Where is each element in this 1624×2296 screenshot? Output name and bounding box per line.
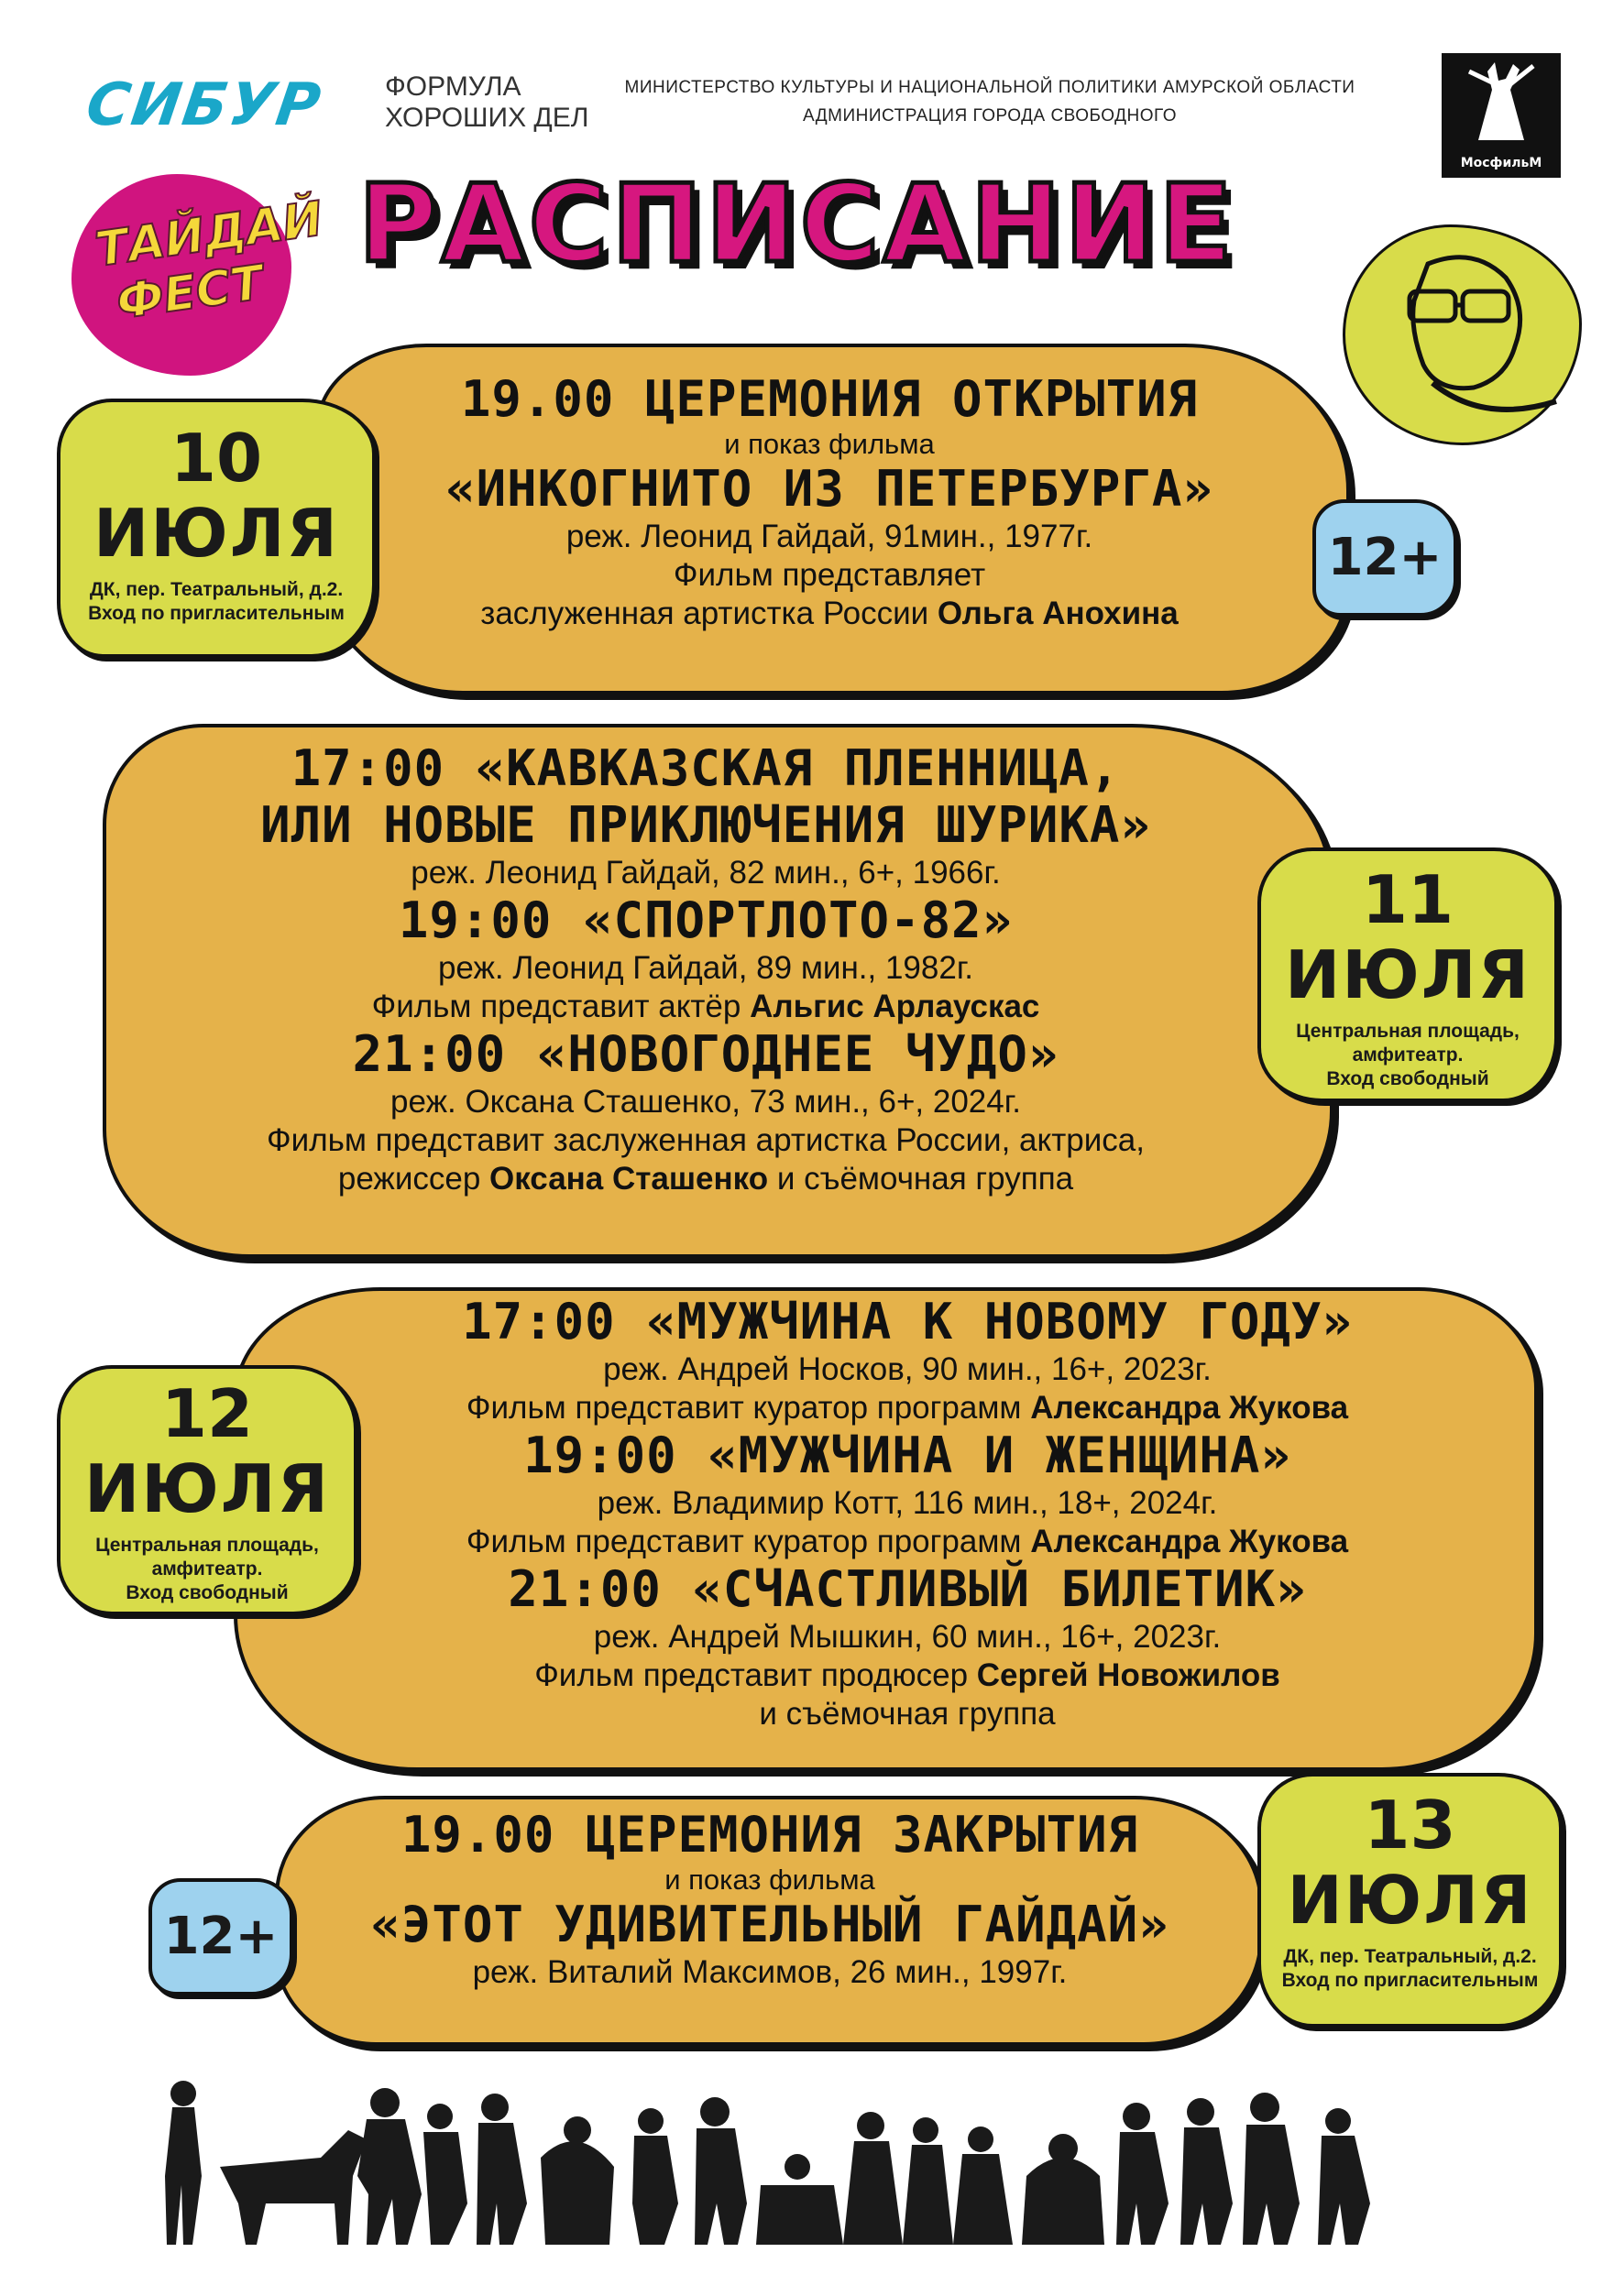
- day2-film3-crew: и съёмочная группа: [768, 1161, 1074, 1197]
- day2-film2-presenter: [147, 988, 1265, 1026]
- day3-location-line2: амфитеатр.: [151, 1558, 263, 1580]
- day1-date-day: 10: [170, 420, 263, 497]
- day2-date-month: ИЮЛЯ: [1284, 936, 1531, 1013]
- day4-content: [312, 1807, 1228, 1992]
- day3-film3-title: 21:00 «СЧАСТЛИВЫЙ БИЛЕТИК»: [508, 1560, 1307, 1618]
- mosfilm-statue-icon: [1442, 53, 1561, 145]
- portrait-icon: [1345, 227, 1579, 443]
- day3-film1-presenter-name: Александра Жукова: [1030, 1390, 1349, 1426]
- day2-location: [1261, 1020, 1554, 1091]
- ministry-line: МИНИСТЕРСТВО КУЛЬТУРЫ И НАЦИОНАЛЬНОЙ ПОЛИТИКИ АМУРСКОЙ ОБЛАСТИ: [624, 78, 1355, 97]
- day1-date-month: ИЮЛЯ: [93, 495, 339, 572]
- day4-location-line1: ДК, пер. Театральный, д.2.: [1283, 1946, 1537, 1967]
- day1-content: [367, 371, 1292, 633]
- day3-date-day: 12: [160, 1375, 254, 1452]
- day2-film3-presenter-2: [147, 1160, 1265, 1198]
- day1-date-badge: [57, 399, 376, 658]
- day1-location-line2: Вход по пригласительным: [88, 603, 345, 624]
- day1-director: реж. Леонид Гайдай, 91мин., 1977г.: [565, 519, 1093, 554]
- day3-location: [60, 1534, 354, 1605]
- day2-location-line1: Центральная площадь,: [1296, 1021, 1520, 1042]
- day3-film2-presenter-name: Александра Жукова: [1030, 1524, 1349, 1559]
- gaidai-fest-logo: [71, 174, 326, 376]
- day2-film3-role: режиссер: [337, 1161, 490, 1197]
- day1-presenter: [367, 595, 1292, 633]
- day3-film2-title: 19:00 «МУЖЧИНА И ЖЕНЩИНА»: [523, 1427, 1291, 1484]
- day4-date-badge: [1257, 1773, 1563, 2028]
- day2-film2-director: реж. Леонид Гайдай, 89 мин., 1982г.: [437, 950, 974, 986]
- day3-film2-presenter: [348, 1523, 1466, 1561]
- day1-location: [60, 578, 372, 626]
- day3-film1-presenter-role: Фильм представит куратор программ: [466, 1390, 1031, 1426]
- day3-film1-title: 17:00 «МУЖЧИНА К НОВОМУ ГОДУ»: [462, 1293, 1353, 1350]
- characters-silhouette: [137, 2066, 1421, 2249]
- day4-film-title: «ЭТОТ УДИВИТЕЛЬНЫЙ ГАЙДАЙ»: [370, 1896, 1169, 1953]
- day3-film3-crew: и съёмочная группа: [759, 1696, 1056, 1732]
- page-title: РАСПИСАНИЕ: [358, 160, 1236, 287]
- sibur-logo: СИБУР: [82, 71, 326, 139]
- day2-film1-title-1: 17:00 «КАВКАЗСКАЯ ПЛЕННИЦА,: [291, 739, 1121, 797]
- day2-film2-presenter-role: Фильм представит актёр: [371, 989, 751, 1024]
- day2-film1-director: реж. Леонид Гайдай, 82 мин., 6+, 1966г.: [411, 855, 1001, 891]
- day4-location: [1261, 1945, 1559, 1993]
- day4-age-badge: 12+: [148, 1878, 293, 1995]
- day3-film2-director: реж. Владимир Котт, 116 мин., 18+, 2024г.: [597, 1485, 1218, 1521]
- formula-line2: ХОРОШИХ ДЕЛ: [385, 103, 589, 133]
- day1-presenter-role: заслуженная артистка России: [480, 596, 938, 631]
- day2-film2-presenter-name: Альгис Арлаускас: [750, 989, 1040, 1024]
- formula-logo: [385, 71, 588, 134]
- day4-subtitle: и показ фильма: [664, 1864, 875, 1896]
- day3-film3-presenter-role: Фильм представит продюсер: [534, 1657, 977, 1693]
- organizers: [587, 73, 1393, 130]
- day1-age-badge: 12+: [1312, 499, 1457, 617]
- formula-line1: ФОРМУЛА: [385, 71, 521, 102]
- day2-location-line3: Вход свободный: [1326, 1068, 1489, 1089]
- day3-film3-presenter: [348, 1656, 1466, 1695]
- day2-film3-presenter-1: Фильм представит заслуженная артистка России, актриса,: [267, 1122, 1145, 1158]
- day3-location-line3: Вход свободный: [126, 1582, 289, 1603]
- gaidai-portrait: [1343, 224, 1582, 445]
- day3-film3-presenter-name: Сергей Новожилов: [976, 1657, 1280, 1693]
- day3-film1-presenter: [348, 1389, 1466, 1427]
- day1-location-line1: ДК, пер. Театральный, д.2.: [89, 579, 344, 600]
- day2-date-badge: [1257, 847, 1558, 1102]
- day1-film-title: «ИНКОГНИТО ИЗ ПЕТЕРБУРГА»: [445, 460, 1213, 518]
- mosfilm-logo: [1442, 53, 1561, 178]
- day3-date-month: ИЮЛЯ: [83, 1450, 330, 1527]
- day3-location-line1: Центральная площадь,: [95, 1535, 319, 1556]
- day4-director: реж. Виталий Максимов, 26 мин., 1997г.: [472, 1954, 1068, 1990]
- day3-film2-presenter-role: Фильм представит куратор программ: [466, 1524, 1031, 1559]
- day2-film3-director: реж. Оксана Сташенко, 73 мин., 6+, 2024г.: [390, 1084, 1021, 1120]
- day1-presenter-name: Ольга Анохина: [937, 596, 1179, 631]
- day3-date-badge: [57, 1365, 357, 1615]
- gaidai-fest-logo-text: ТАЙДАЙ ФЕСТ: [92, 191, 326, 331]
- day1-ceremony: 19.00 ЦЕРЕМОНИЯ ОТКРЫТИЯ: [460, 370, 1199, 428]
- day2-film3-title: 21:00 «НОВОГОДНЕЕ ЧУДО»: [352, 1025, 1059, 1083]
- day4-location-line2: Вход по пригласительным: [1281, 1970, 1539, 1991]
- mosfilm-caption: МосфильМ: [1460, 156, 1542, 170]
- day2-date-day: 11: [1361, 861, 1454, 938]
- day3-film3-director: реж. Андрей Мышкин, 60 мин., 16+, 2023г.: [593, 1619, 1222, 1655]
- day2-location-line2: амфитеатр.: [1352, 1044, 1464, 1066]
- day1-subtitle: и показ фильма: [724, 428, 935, 460]
- day3-film1-director: реж. Андрей Носков, 90 мин., 16+, 2023г.: [603, 1351, 1212, 1387]
- day4-date-day: 13: [1364, 1787, 1456, 1864]
- day2-content: [147, 740, 1265, 1198]
- day2-film3-presenter-name: Оксана Сташенко: [489, 1161, 769, 1197]
- day2-film1-title-2: ИЛИ НОВЫЕ ПРИКЛЮЧЕНИЯ ШУРИКА»: [260, 796, 1151, 854]
- day4-ceremony: 19.00 ЦЕРЕМОНИЯ ЗАКРЫТИЯ: [401, 1806, 1139, 1864]
- day4-date-month: ИЮЛЯ: [1287, 1862, 1533, 1939]
- day2-film2-title: 19:00 «СПОРТЛОТО-82»: [398, 891, 1014, 949]
- day3-content: [348, 1294, 1466, 1733]
- day1-presenter-intro: Фильм представляет: [673, 557, 986, 593]
- administration-line: АДМИНИСТРАЦИЯ ГОРОДА СВОБОДНОГО: [803, 106, 1177, 126]
